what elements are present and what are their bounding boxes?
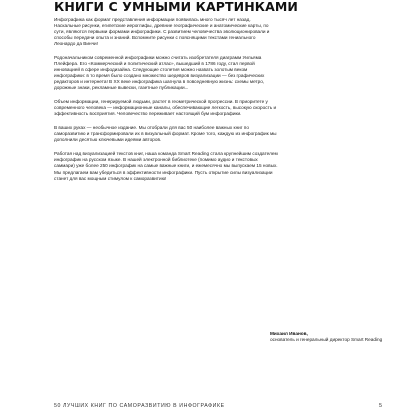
page-title: КНИГИ С УМНЫМИ КАРТИНКАМИ xyxy=(54,0,298,14)
running-footer-title: 50 ЛУЧШИХ КНИГ ПО САМОРАЗВИТИЮ В ИНФОГРАФИКЕ xyxy=(54,403,225,409)
paragraph-edition: В ваших руках — необычное издание. Мы отобрали для вас 50 наиболее важных книг по саморазвитию и трансформировали их в визуальный формат. Кроме того, каждую из инфографик мы дополнили десятью ключевыми идеями авторов. xyxy=(54,125,277,143)
page-number: 5 xyxy=(379,403,382,409)
author-role: основатель и генеральный директор Smart Reading xyxy=(270,337,383,343)
paragraph-playfair: Родоначальником современной инфографики можно считать изобретателя диаграмм Уильяма Плейфера. Его «Коммерческий и политический атлас», вышедший в 1786 году, стал первой инновацией в сфере инфодизайна. Следующие столетия можно назвать золотым веком инфографики: в то время было создано множество шедевров визуализации — без графических редакторов и интернета! В XX веке инфографика шагнула в повседневную жизнь: схемы метро, дорожные знаки, рекламные вывески, газетные публикации... xyxy=(54,55,265,91)
paragraph-smart-reading: Работая над визуализацией текстов книг, наша команда Smart Reading стала крупнейшим создателем инфографик на русском языке. В нашей электронной библиотеке (помимо аудио и текстовых саммари) уже более 250 инфографик на самые важные книги, и ежемесячно мы выпускаем 15 новых. Мы предлагаем вам убедиться в эффективности инфографики. Пусть открытие силы визуализации станет для вас мощным стимулом к саморазвитию! xyxy=(54,151,278,181)
author-signature xyxy=(270,331,390,343)
body-text xyxy=(54,17,278,189)
paragraph-information-growth: Объем информации, генерируемой людьми, растет в геометрической прогрессии. В приоритете у современного человека — информационные каналы, обеспечивающие легкость, высокую скорость и эффективность восприятия. Человечество переживает настоящий бум инфографики. xyxy=(54,99,277,117)
author-name: Михаил Иванов, xyxy=(270,331,308,336)
paragraph-history: Инфографика как формат представления информации появилась много тысяч лет назад. Наскальные рисунки, египетские иероглифы, древние географические и анатомические карты, по сути, являются первыми формами инфографики. С развитием человечества эволюционировали и способы передачи опыта и знаний. Вспомните рисунки с пояснящими текстами гениального Леонардо да Винчи! xyxy=(54,17,270,47)
